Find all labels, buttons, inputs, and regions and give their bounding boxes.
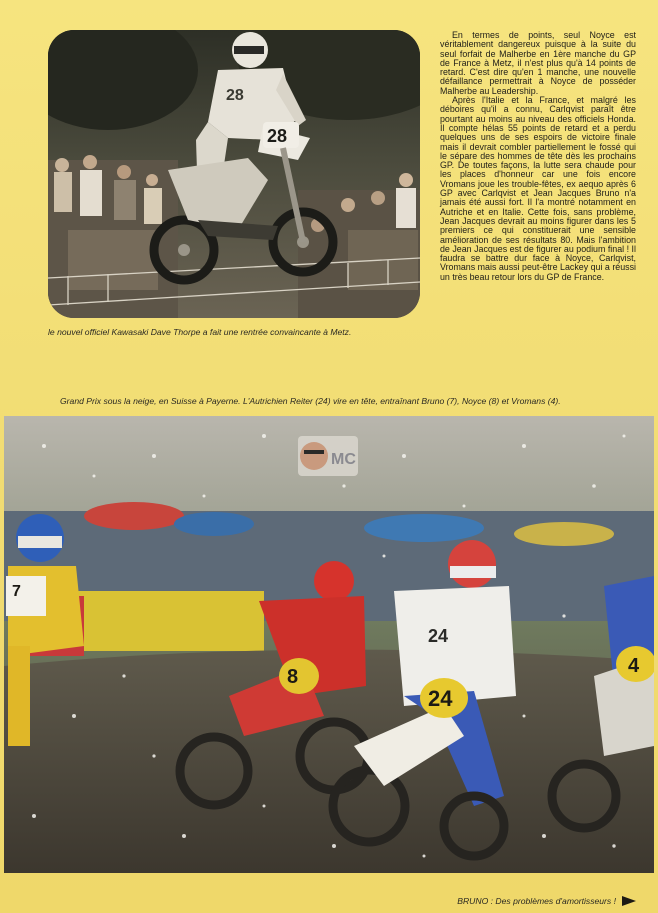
plate-4: 4 (628, 655, 640, 677)
snow-race-photo (4, 416, 654, 873)
main-photo (4, 416, 654, 873)
svg-text:28: 28 (226, 87, 244, 104)
watermark-logo (298, 436, 358, 476)
footer-teaser (457, 896, 636, 906)
article-column (440, 31, 636, 282)
arrow-right-icon (622, 896, 636, 906)
main-photo-caption: Grand Prix sous la neige, en Suisse à Payerne. L'Autrichien Reiter (24) vire en tête, entraînant Bruno (7), Noyce (8) et Vromans (4). (60, 396, 561, 406)
motocross-rider-photo (48, 30, 420, 318)
bike-number-plate: 28 (267, 126, 288, 146)
jersey-number-24: 24 (428, 626, 449, 646)
footer-text: BRUNO : Des problèmes d'amortisseurs ! (457, 896, 616, 906)
article-paragraph: En termes de points, seul Noyce est véritablement dangereux puisque à la suite du seul forfait de Malherbe en 1ère manche du GP de France à Metz, il n'est plus qu'à 14 points de retard. C'est dire qu'en 1 manche, une nouvelle défaillance permettrait à Noyce de posséder Malherbe au Leadership. (440, 30, 636, 96)
top-photo (48, 30, 420, 318)
top-photo-caption: le nouvel officiel Kawasaki Dave Thorpe a fait une rentrée convaincante à Metz. (48, 327, 352, 337)
plate-24: 24 (428, 686, 453, 711)
watermark-text: MC (331, 451, 356, 468)
jersey-number-7: 7 (12, 583, 21, 600)
plate-8: 8 (287, 666, 299, 688)
article-paragraph: Après l'Italie et la France, et malgré les déboires qu'il a connu, Carlqvist paraît être pourtant au moins au niveau des officiels Honda. Il compte hélas 55 points de retard et a perdu quelques uns de ses espoirs de victoire finale mais il devrait combler partiellement le fossé qui le sépare des hommes de tête dès les prochains GP. De toutes façons, la lutte sera chaude pour les places d'honneur car une fois encore Vromans joue les trouble-fêtes, ex aequo après 6 GP avec Carlqvist et Jean Jacques Bruno n'a jamais été aussi fort. Il l'a montré notamment en Autriche et en Italie. Cette fois, sans problème, Jean Jacques devrait au moins figurer dans les 5 premiers ce qui constituerait une sensible amélioration de ses résultats 80. Mais l'ambition de Jean Jacques est de figurer au podium final ! Il faudra se battre dur face à Noyce, Carlqvist, Vromans mais aussi peut-être Lackey qui a réussi un très beau retour lors du GP de France. (440, 95, 636, 282)
